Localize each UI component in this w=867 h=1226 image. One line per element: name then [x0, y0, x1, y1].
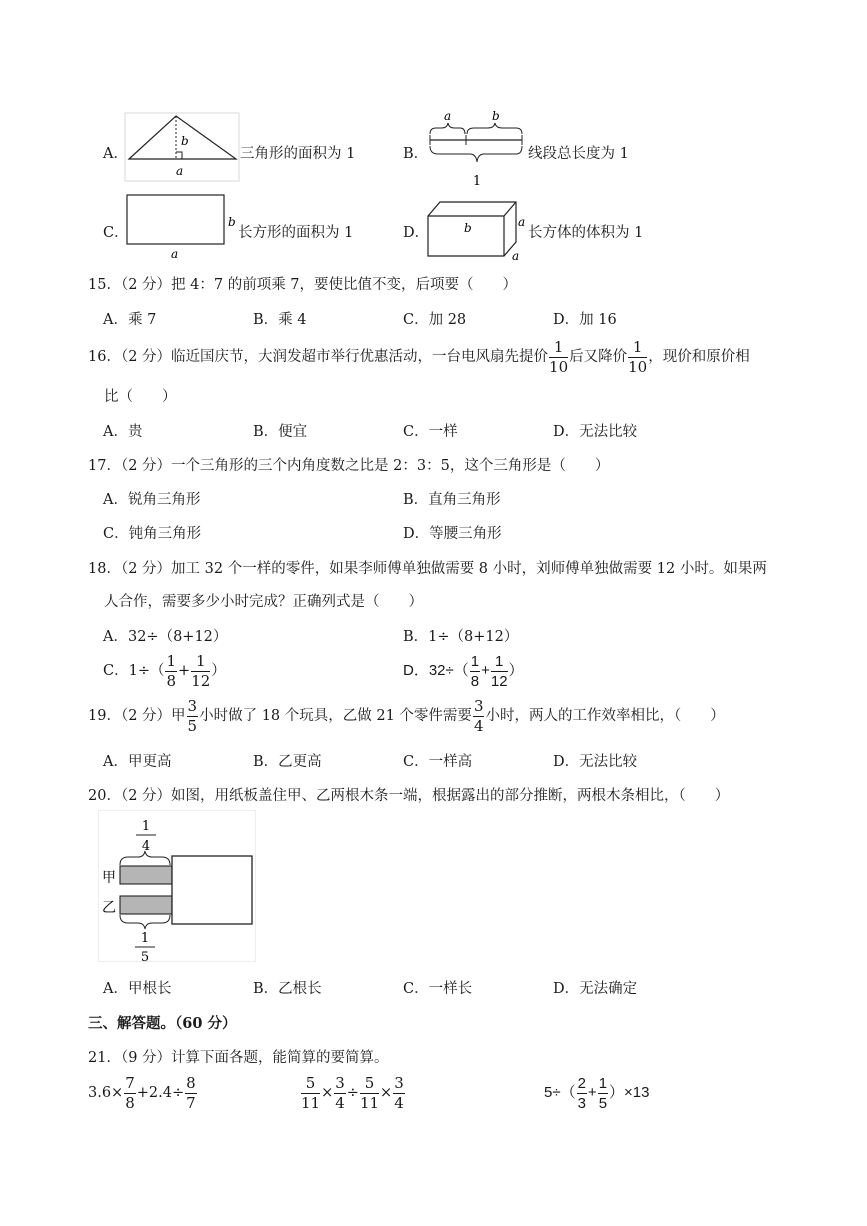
- option-letter: A．: [103, 146, 128, 162]
- bottom-fraction-num: 1: [140, 931, 150, 946]
- option-a[interactable]: A．32÷（8+12）: [103, 629, 228, 645]
- q16-stem-line2: 比（ ）: [104, 389, 177, 405]
- option-c[interactable]: C．1÷（ $\frac{1}{8}$ + $\frac{1}{12}$ ）: [103, 651, 226, 690]
- base-label: a: [176, 164, 184, 178]
- fraction: $\frac{1}{5}$: [598, 1074, 608, 1112]
- option-text: 长方体的体积为 1: [528, 225, 644, 241]
- q16-stem: [88, 339, 750, 375]
- height-label: b: [181, 134, 189, 148]
- fraction: $\frac{2}{3}$: [577, 1074, 586, 1112]
- cuboid-depth-label: a: [512, 249, 520, 263]
- option-text: 长方形的面积为 1: [238, 225, 354, 241]
- fraction: $\frac{3}{4}$: [335, 1073, 345, 1112]
- segment-figure: [426, 108, 528, 188]
- segment-a-label: a: [444, 109, 452, 123]
- option-d[interactable]: D．无法比较: [553, 754, 638, 770]
- fraction: $\frac{3}{5}$: [187, 696, 198, 735]
- option-a[interactable]: A．甲根长: [103, 981, 172, 997]
- option-letter: C．: [103, 225, 129, 241]
- option-b[interactable]: B．乙更高: [253, 754, 322, 770]
- stem-text: ，现价和原价相: [648, 349, 750, 365]
- option-c[interactable]: C．加 28: [403, 312, 467, 328]
- wood-strip-figure: [98, 810, 256, 962]
- option-a[interactable]: A．甲更高: [103, 754, 172, 770]
- length-label: a: [171, 247, 179, 261]
- option-a[interactable]: A．锐角三角形: [103, 492, 201, 508]
- triangle-figure: [124, 112, 240, 182]
- fraction: $\frac{1}{10}$: [628, 337, 648, 376]
- q20-stem: 20．（2 分）如图，用纸板盖住甲、乙两根木条一端，根据露出的部分推断，两根木条相比，（ ）: [88, 788, 730, 804]
- option-text: 线段总长度为 1: [528, 146, 629, 162]
- option-b[interactable]: B．1÷（8+12）: [403, 629, 519, 645]
- fraction: $\frac{3}{4}$: [394, 1073, 404, 1112]
- option-a[interactable]: A．贵: [103, 424, 143, 440]
- option-a[interactable]: A．乘 7: [103, 312, 157, 328]
- cuboid-figure: [424, 196, 528, 264]
- fraction: $\frac{1}{8}$: [166, 651, 177, 690]
- option-c[interactable]: C．一样长: [403, 981, 473, 997]
- q18-stem-line2: 人合作，需要多少小时完成？正确列式是（ ）: [104, 594, 423, 610]
- q18-stem-line1: 18．（2 分）加工 32 个一样的零件，如果李师傅单独做需要 8 小时，刘师傅单独做需要 12 小时。如果两: [88, 561, 767, 577]
- cuboid-height-label: a: [518, 215, 526, 229]
- option-c[interactable]: C．钝角三角形: [103, 526, 202, 542]
- stem-text: 后又降价: [569, 349, 628, 365]
- option-d[interactable]: D．等腰三角形: [403, 526, 502, 542]
- width-label: b: [228, 215, 236, 229]
- option-d[interactable]: D．加 16: [553, 312, 617, 328]
- expression-2: $\frac{5}{11}$ × $\frac{3}{4}$ ÷ $\frac{5}{11}$ × $\frac{3}{4}$: [301, 1073, 404, 1112]
- option-b[interactable]: B．便宜: [253, 424, 308, 440]
- option-letter: D．: [403, 225, 430, 241]
- rectangle-figure: [124, 192, 239, 264]
- fraction: $\frac{1}{12}$: [490, 652, 508, 690]
- total-length-label: 1: [472, 174, 482, 188]
- fraction: $\frac{1}{10}$: [549, 337, 569, 376]
- fraction: $\frac{5}{11}$: [301, 1073, 321, 1112]
- bottom-fraction-den: 5: [140, 950, 150, 962]
- q19-stem: 19．（2 分）甲 $\frac{3}{5}$ 小时做了 18 个玩具，乙做 21 个零件需要 $\frac{3}{4}$ 小时，两人的工作效率相比，（ ）: [88, 696, 725, 735]
- segment-b-label: b: [492, 109, 500, 123]
- option-b[interactable]: B．乙根长: [253, 981, 322, 997]
- fraction: $\frac{7}{8}$: [125, 1073, 135, 1112]
- option-c[interactable]: C．一样: [403, 424, 458, 440]
- fraction: $\frac{3}{4}$: [473, 696, 484, 735]
- option-b[interactable]: B．直角三角形: [403, 492, 501, 508]
- q17-stem: 17．（2 分）一个三角形的三个内角度数之比是 2：3：5，这个三角形是（ ）: [88, 458, 610, 474]
- option-c[interactable]: C．一样高: [403, 754, 473, 770]
- q21-stem: 21．（9 分）计算下面各题，能简算的要简算。: [88, 1050, 389, 1066]
- top-fraction-den: 4: [141, 839, 151, 854]
- fraction: $\frac{8}{7}$: [186, 1073, 196, 1112]
- option-d[interactable]: D．无法比较: [553, 424, 638, 440]
- option-d[interactable]: D．无法确定: [553, 981, 638, 997]
- expression-3: 5÷（ $\frac{2}{3}$ + $\frac{1}{5}$ ）×13: [544, 1074, 650, 1112]
- option-text: 三角形的面积为 1: [240, 146, 356, 162]
- label-jia: 甲: [102, 870, 116, 886]
- section-heading: 三、解答题。（60 分）: [88, 1015, 237, 1032]
- label-yi: 乙: [102, 900, 116, 916]
- option-d[interactable]: D．32÷（ $\frac{1}{8}$ + $\frac{1}{12}$ ）: [403, 652, 524, 690]
- stem-text: 16．（2 分）临近国庆节，大润发超市举行优惠活动，一台电风扇先提价: [88, 349, 549, 365]
- option-letter: B．: [403, 146, 429, 162]
- fraction: $\frac{5}{11}$: [359, 1073, 380, 1112]
- q15-stem: 15．（2 分）把 4：7 的前项乘 7，要使比值不变，后项要（ ）: [88, 277, 518, 293]
- cuboid-b-label: b: [464, 221, 472, 235]
- fraction: $\frac{1}{12}$: [191, 651, 211, 690]
- top-fraction-num: 1: [141, 819, 151, 834]
- option-b[interactable]: B．乘 4: [253, 312, 307, 328]
- fraction: $\frac{1}{8}$: [470, 652, 480, 690]
- expression-1: 3.6× $\frac{7}{8}$ +2.4÷ $\frac{8}{7}$: [88, 1073, 196, 1112]
